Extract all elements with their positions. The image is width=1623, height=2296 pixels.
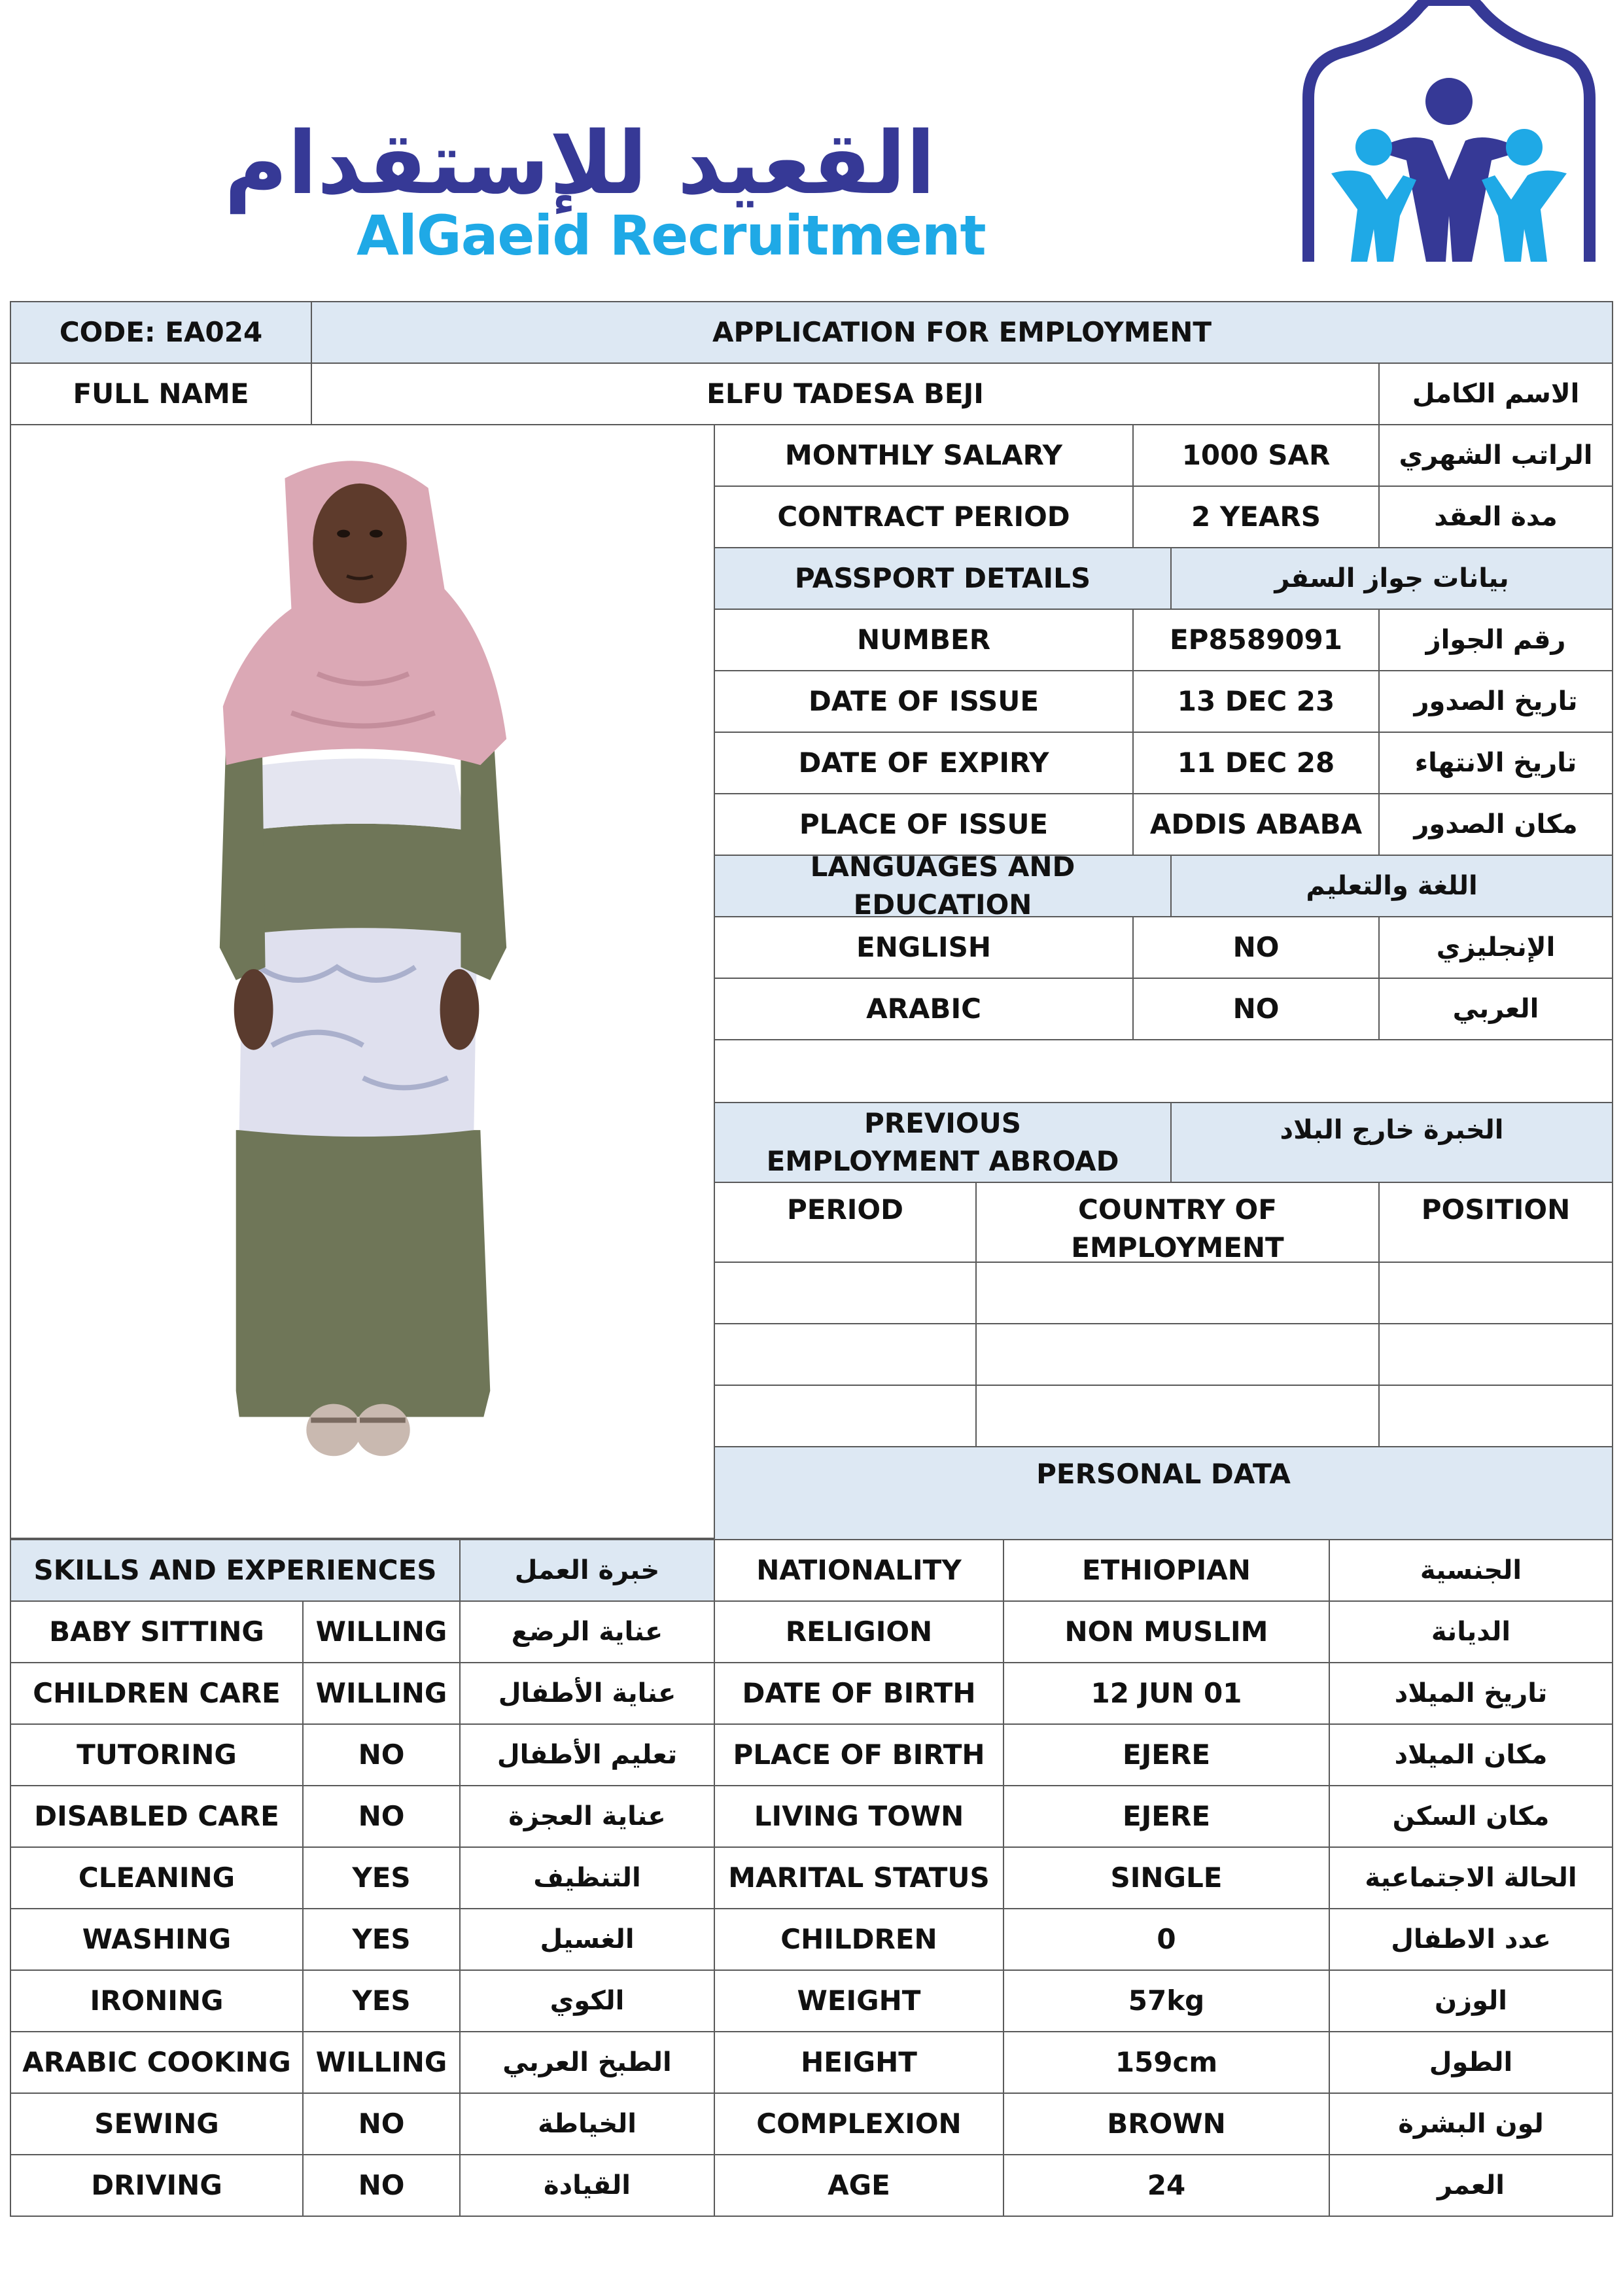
skill-driving-value: NO xyxy=(302,2154,461,2217)
monthly-salary-label: MONTHLY SALARY xyxy=(714,424,1134,487)
full-name-label: FULL NAME xyxy=(10,362,312,425)
employment-row-1-position xyxy=(1378,1262,1613,1324)
employment-row-3-position xyxy=(1378,1385,1613,1447)
position-column-header: POSITION xyxy=(1378,1182,1613,1263)
english-label: ENGLISH xyxy=(714,916,1134,979)
employment-row-3-period xyxy=(714,1385,977,1447)
date-of-birth-label-ar: تاريخ الميلاد xyxy=(1329,1662,1613,1725)
spacer-row xyxy=(714,1039,1613,1103)
marital-status-label: MARITAL STATUS xyxy=(714,1846,1004,1909)
nationality-value: ETHIOPIAN xyxy=(1003,1539,1330,1602)
skill-disabled-care-label-ar: عناية العجزة xyxy=(459,1785,715,1848)
employment-row-2-country xyxy=(975,1323,1380,1386)
weight-label: WEIGHT xyxy=(714,1969,1004,2032)
height-label-ar: الطول xyxy=(1329,2031,1613,2094)
languages-section-title-ar: اللغة والتعليم xyxy=(1170,855,1613,917)
monthly-salary-value: 1000 SAR xyxy=(1132,424,1380,487)
place-of-birth-label: PLACE OF BIRTH xyxy=(714,1723,1004,1786)
date-of-expiry-label: DATE OF EXPIRY xyxy=(714,732,1134,794)
contract-period-label: CONTRACT PERIOD xyxy=(714,486,1134,548)
code-cell: CODE: EA024 xyxy=(10,301,312,364)
marital-status-value: SINGLE xyxy=(1003,1846,1330,1909)
date-of-birth-value: 12 JUN 01 xyxy=(1003,1662,1330,1725)
skill-disabled-care-value: NO xyxy=(302,1785,461,1848)
weight-label-ar: الوزن xyxy=(1329,1969,1613,2032)
passport-number-value: EP8589091 xyxy=(1132,609,1380,671)
weight-value: 57kg xyxy=(1003,1969,1330,2032)
skills-section-title: SKILLS AND EXPERIENCES xyxy=(10,1539,461,1602)
age-value: 24 xyxy=(1003,2154,1330,2217)
full-name-value: ELFU TADESA BEJI xyxy=(311,362,1380,425)
height-value: 159cm xyxy=(1003,2031,1330,2094)
employment-row-1-country xyxy=(975,1262,1380,1324)
passport-number-label: NUMBER xyxy=(714,609,1134,671)
period-column-header: PERIOD xyxy=(714,1182,977,1263)
children-label-ar: عدد الاطفال xyxy=(1329,1908,1613,1971)
skill-baby-sitting-value: WILLING xyxy=(302,1600,461,1663)
country-column-header: COUNTRY OF EMPLOYMENT xyxy=(975,1182,1380,1263)
arabic-value: NO xyxy=(1132,978,1380,1040)
skill-disabled-care-label: DISABLED CARE xyxy=(10,1785,304,1848)
languages-section-title: LANGUAGES AND EDUCATION xyxy=(714,855,1172,917)
children-value: 0 xyxy=(1003,1908,1330,1971)
living-town-value: EJERE xyxy=(1003,1785,1330,1848)
skills-section-title-ar: خبرة العمل xyxy=(459,1539,715,1602)
people-arch-logo-icon xyxy=(1295,0,1603,268)
date-of-issue-label: DATE OF ISSUE xyxy=(714,670,1134,733)
skill-ironing-value: YES xyxy=(302,1969,461,2032)
complexion-label: COMPLEXION xyxy=(714,2093,1004,2155)
place-of-birth-label-ar: مكان الميلاد xyxy=(1329,1723,1613,1786)
skill-arabic-cooking-label-ar: الطبخ العربي xyxy=(459,2031,715,2094)
brand-name-arabic: القعيد للإستقدام xyxy=(224,113,935,214)
application-form xyxy=(10,301,1613,2218)
contract-period-value: 2 YEARS xyxy=(1132,486,1380,548)
place-of-birth-value: EJERE xyxy=(1003,1723,1330,1786)
personal-data-title: PERSONAL DATA xyxy=(714,1446,1613,1540)
nationality-label-ar: الجنسية xyxy=(1329,1539,1613,1602)
date-of-expiry-value: 11 DEC 28 xyxy=(1132,732,1380,794)
skill-baby-sitting-label-ar: عناية الرضع xyxy=(459,1600,715,1663)
employment-row-2-position xyxy=(1378,1323,1613,1386)
complexion-value: BROWN xyxy=(1003,2093,1330,2155)
arabic-label: ARABIC xyxy=(714,978,1134,1040)
brand-name-english: AlGaeid Recruitment xyxy=(357,203,986,268)
monthly-salary-label-ar: الراتب الشهري xyxy=(1378,424,1613,487)
place-of-issue-value: ADDIS ABABA xyxy=(1132,793,1380,856)
skill-ironing-label-ar: الكوي xyxy=(459,1969,715,2032)
skill-tutoring-label: TUTORING xyxy=(10,1723,304,1786)
arabic-label-ar: العربي xyxy=(1378,978,1613,1040)
skill-tutoring-value: NO xyxy=(302,1723,461,1786)
religion-label: RELIGION xyxy=(714,1600,1004,1663)
religion-label-ar: الديانة xyxy=(1329,1600,1613,1663)
religion-value: NON MUSLIM xyxy=(1003,1600,1330,1663)
english-label-ar: الإنجليزي xyxy=(1378,916,1613,979)
date-of-birth-label: DATE OF BIRTH xyxy=(714,1662,1004,1725)
skill-sewing-label: SEWING xyxy=(10,2093,304,2155)
previous-employment-title: PREVIOUS EMPLOYMENT ABROAD xyxy=(714,1102,1172,1183)
employment-row-2-period xyxy=(714,1323,977,1386)
previous-employment-title-ar: الخبرة خارج البلاد xyxy=(1170,1102,1613,1183)
place-of-issue-label: PLACE OF ISSUE xyxy=(714,793,1134,856)
age-label-ar: العمر xyxy=(1329,2154,1613,2217)
skill-baby-sitting-label: BABY SITTING xyxy=(10,1600,304,1663)
date-of-issue-value: 13 DEC 23 xyxy=(1132,670,1380,733)
employment-row-1-period xyxy=(714,1262,977,1324)
complexion-label-ar: لون البشرة xyxy=(1329,2093,1613,2155)
full-name-label-ar: الاسم الكامل xyxy=(1378,362,1613,425)
photo-frame xyxy=(10,424,715,1539)
marital-status-label-ar: الحالة الاجتماعية xyxy=(1329,1846,1613,1909)
skill-driving-label: DRIVING xyxy=(10,2154,304,2217)
skill-children-care-value: WILLING xyxy=(302,1662,461,1725)
skill-washing-value: YES xyxy=(302,1908,461,1971)
skill-sewing-value: NO xyxy=(302,2093,461,2155)
skill-children-care-label: CHILDREN CARE xyxy=(10,1662,304,1725)
height-label: HEIGHT xyxy=(714,2031,1004,2094)
passport-section-title: PASSPORT DETAILS xyxy=(714,547,1172,610)
children-label: CHILDREN xyxy=(714,1908,1004,1971)
skill-washing-label: WASHING xyxy=(10,1908,304,1971)
skill-arabic-cooking-value: WILLING xyxy=(302,2031,461,2094)
skill-tutoring-label-ar: تعليم الأطفال xyxy=(459,1723,715,1786)
skill-arabic-cooking-label: ARABIC COOKING xyxy=(10,2031,304,2094)
skill-driving-label-ar: القيادة xyxy=(459,2154,715,2217)
english-value: NO xyxy=(1132,916,1380,979)
skill-cleaning-label: CLEANING xyxy=(10,1846,304,1909)
contract-period-label-ar: مدة العقد xyxy=(1378,486,1613,548)
date-of-issue-label-ar: تاريخ الصدور xyxy=(1378,670,1613,733)
nationality-label: NATIONALITY xyxy=(714,1539,1004,1602)
skill-children-care-label-ar: عناية الأطفال xyxy=(459,1662,715,1725)
date-of-expiry-label-ar: تاريخ الانتهاء xyxy=(1378,732,1613,794)
skill-cleaning-value: YES xyxy=(302,1846,461,1909)
skill-sewing-label-ar: الخياطة xyxy=(459,2093,715,2155)
skill-ironing-label: IRONING xyxy=(10,1969,304,2032)
employment-row-3-country xyxy=(975,1385,1380,1447)
living-town-label-ar: مكان السكن xyxy=(1329,1785,1613,1848)
applicant-photo-icon xyxy=(11,425,714,1538)
skill-cleaning-label-ar: التنظيف xyxy=(459,1846,715,1909)
form-title: APPLICATION FOR EMPLOYMENT xyxy=(311,301,1613,364)
age-label: AGE xyxy=(714,2154,1004,2217)
skill-washing-label-ar: الغسيل xyxy=(459,1908,715,1971)
living-town-label: LIVING TOWN xyxy=(714,1785,1004,1848)
passport-section-title-ar: بيانات جواز السفر xyxy=(1170,547,1613,610)
place-of-issue-label-ar: مكان الصدور xyxy=(1378,793,1613,856)
passport-number-label-ar: رقم الجواز xyxy=(1378,609,1613,671)
